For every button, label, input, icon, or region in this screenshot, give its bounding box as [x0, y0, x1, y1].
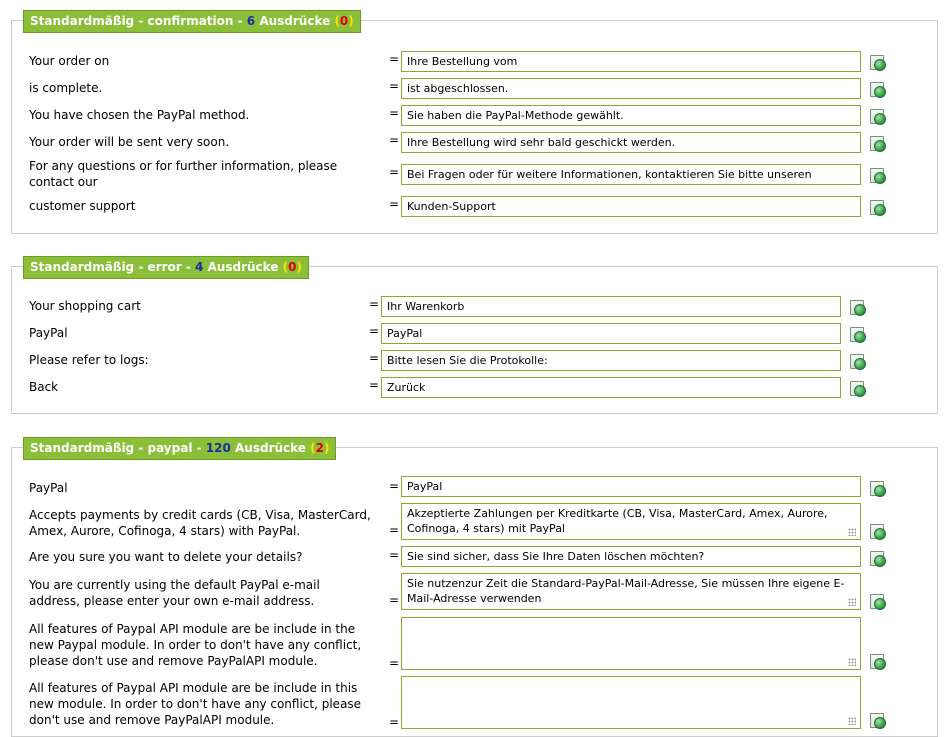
translate-globe-icon[interactable] — [870, 136, 886, 152]
translation-input[interactable]: Zurück — [381, 377, 841, 398]
source-label: Back — [29, 380, 59, 394]
translate-globe-icon[interactable] — [870, 594, 886, 610]
equals-sign: = — [389, 79, 400, 93]
resize-grip-icon[interactable] — [848, 717, 856, 725]
source-label: Your shopping cart — [29, 299, 141, 313]
equals-sign: = — [369, 324, 380, 338]
translation-input[interactable]: Kunden-Support — [401, 196, 861, 217]
source-label: customer support — [29, 199, 136, 213]
equals-sign: = — [389, 106, 400, 120]
resize-grip-icon[interactable] — [848, 598, 856, 606]
section-confirmation — [11, 14, 938, 234]
translation-textarea[interactable]: Sie nutzenzur Zeit die Standard-PayPal-Mail-Adresse, Sie müssen Ihre eigene E-Mail-Adresse verwenden — [401, 573, 861, 610]
translation-input[interactable]: Ihre Bestellung vom — [401, 51, 861, 72]
equals-sign: = — [389, 523, 400, 537]
translate-globe-icon[interactable] — [870, 82, 886, 98]
translation-input[interactable]: Bitte lesen Sie die Protokolle: — [381, 350, 841, 371]
source-label: PayPal — [29, 326, 68, 340]
equals-sign: = — [389, 197, 400, 211]
source-label: is complete. — [29, 81, 103, 95]
translation-textarea[interactable]: Akzeptierte Zahlungen per Kreditkarte (CB, Visa, MasterCard, Amex, Aurore, Cofinoga, 4 stars) mit PayPal — [401, 503, 861, 540]
translate-globe-icon[interactable] — [850, 300, 866, 316]
source-label: PayPal — [29, 481, 68, 495]
section-legend: Standardmäßig - confirmation - 6 Ausdrücke (0) — [23, 10, 361, 33]
translation-input[interactable]: PayPal — [381, 323, 841, 344]
source-label: Are you sure you want to delete your details? — [29, 550, 303, 564]
section-legend: Standardmäßig - error - 4 Ausdrücke (0) — [23, 256, 309, 279]
source-label: Please refer to logs: — [29, 353, 149, 367]
source-label: All features of Paypal API module are be include in the new Paypal module. In order to don't have any conflict, please don't use and remove PayPalAPI module. — [29, 622, 362, 668]
equals-sign: = — [389, 548, 400, 562]
equals-sign: = — [369, 378, 380, 392]
translation-input[interactable]: Sie haben die PayPal-Methode gewählt. — [401, 105, 861, 126]
translate-globe-icon[interactable] — [870, 524, 886, 540]
source-label: You have chosen the PayPal method. — [29, 108, 250, 122]
source-label: For any questions or for further information, please contact our — [29, 159, 338, 189]
translation-input[interactable]: Sie sind sicher, dass Sie Ihre Daten löschen möchten? — [401, 546, 861, 567]
equals-sign: = — [389, 133, 400, 147]
translate-globe-icon[interactable] — [870, 168, 886, 184]
resize-grip-icon[interactable] — [848, 528, 856, 536]
resize-grip-icon[interactable] — [848, 658, 856, 666]
translate-globe-icon[interactable] — [870, 551, 886, 567]
translate-globe-icon[interactable] — [870, 109, 886, 125]
translation-textarea[interactable] — [401, 676, 861, 729]
translation-textarea[interactable] — [401, 617, 861, 670]
section-legend: Standardmäßig - paypal - 120 Ausdrücke (2) — [23, 437, 336, 460]
equals-sign: = — [389, 593, 400, 607]
translate-globe-icon[interactable] — [870, 481, 886, 497]
source-label: Your order will be sent very soon. — [29, 135, 230, 149]
section-paypal — [11, 441, 938, 737]
translation-input[interactable]: Ihr Warenkorb — [381, 296, 841, 317]
translation-input[interactable]: Bei Fragen oder für weitere Informationen, kontaktieren Sie bitte unseren — [401, 164, 861, 185]
equals-sign: = — [389, 656, 400, 670]
translate-globe-icon[interactable] — [870, 55, 886, 71]
source-label: Accepts payments by credit cards (CB, Visa, MasterCard, Amex, Aurore, Cofinoga, 4 stars) with PayPal. — [29, 508, 371, 538]
equals-sign: = — [389, 165, 400, 179]
equals-sign: = — [389, 52, 400, 66]
equals-sign: = — [369, 351, 380, 365]
source-label: Your order on — [29, 54, 110, 68]
equals-sign: = — [369, 297, 380, 311]
section-error — [11, 260, 938, 414]
translation-input[interactable]: Ihre Bestellung wird sehr bald geschickt werden. — [401, 132, 861, 153]
translate-globe-icon[interactable] — [850, 381, 866, 397]
translation-input[interactable]: ist abgeschlossen. — [401, 78, 861, 99]
translation-input[interactable]: PayPal — [401, 476, 861, 497]
translate-globe-icon[interactable] — [850, 327, 866, 343]
equals-sign: = — [389, 715, 400, 729]
translate-globe-icon[interactable] — [850, 354, 866, 370]
source-label: You are currently using the default PayPal e-mail address, please enter your own e-mail address. — [29, 578, 320, 608]
equals-sign: = — [389, 479, 400, 493]
source-label: All features of Paypal API module are be include in this new module. In order to don't have any conflict, please don't use and remove PayPalAPI module. — [29, 681, 362, 727]
translate-globe-icon[interactable] — [870, 200, 886, 216]
translate-globe-icon[interactable] — [870, 654, 886, 670]
